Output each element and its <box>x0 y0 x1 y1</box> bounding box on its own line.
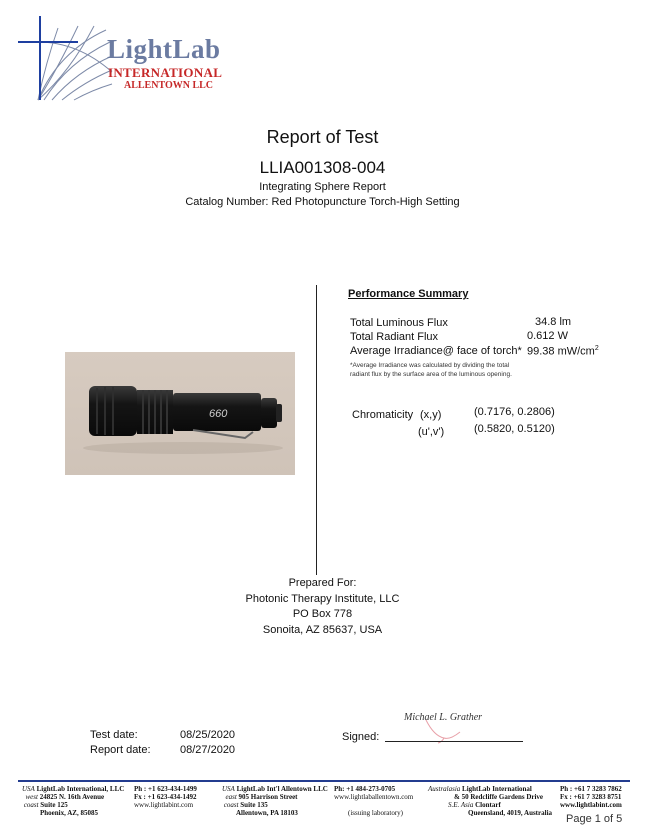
report-type: Integrating Sphere Report <box>259 181 386 193</box>
logo-international: INTERNATIONAL <box>108 65 223 80</box>
footer-usa-west-contact: Ph : +1 623-434-1499 Fx : +1 623-434-1492 www.lightlabint.com <box>134 785 197 809</box>
radiant-flux-label: Total Radiant Flux <box>350 331 439 343</box>
radiant-flux-value: 0.612 W <box>527 330 568 342</box>
prepared-org: Photonic Therapy Institute, LLC <box>245 593 400 605</box>
logo-name: LightLab <box>107 34 221 64</box>
xy-label: (x,y) <box>420 409 442 421</box>
report-title: Report of Test <box>266 127 379 147</box>
luminous-flux-label: Total Luminous Flux <box>350 317 448 329</box>
performance-heading: Performance Summary <box>348 288 469 300</box>
test-date-label: Test date: <box>90 729 138 741</box>
logo-city: ALLENTOWN LLC <box>124 80 214 91</box>
flashlight-image <box>65 352 295 475</box>
irradiance-exponent: 2 <box>594 345 599 352</box>
prepared-address-2: Sonoita, AZ 85637, USA <box>262 624 383 636</box>
company-logo <box>18 12 228 104</box>
report-date-value: 08/27/2020 <box>180 744 236 756</box>
footer-australasia: Australasia LightLab International & 50 Redcliffe Gardens Drive S.E. Asia Clontarf Queensland, 4019, Australia <box>428 785 553 817</box>
prepared-heading: Prepared For: <box>288 577 357 589</box>
note-line-1: *Average Irradiance was calculated by dividing the total <box>350 362 510 369</box>
footer-usa-east: USA LightLab Int'l Allentown LLC east 905 Harrison Street coast Suite 135 Allentown, PA 18103 <box>222 785 328 817</box>
signature-line <box>385 741 523 742</box>
xy-value: (0.7176, 0.2806) <box>474 406 555 418</box>
report-number: LLIA001308-004 <box>259 158 386 177</box>
footer-rule <box>18 780 630 782</box>
luminous-flux-value: 34.8 lm <box>535 316 572 328</box>
irradiance-label: Average Irradiance@ face of torch* <box>350 345 522 357</box>
signed-label: Signed: <box>342 731 380 743</box>
test-date-value: 08/25/2020 <box>180 729 236 741</box>
signature: Michael L. Grather <box>404 712 483 723</box>
vertical-divider <box>316 285 317 575</box>
uv-label: (u',v') <box>418 426 445 438</box>
report-date-label: Report date: <box>90 744 151 756</box>
product-label: 660 <box>209 408 228 420</box>
chromaticity-label: Chromaticity <box>352 409 414 421</box>
globe-logo-icon <box>18 12 118 104</box>
irradiance-value: 99.38 $mW/cm^2$ <box>527 345 599 358</box>
prepared-address-1: PO Box 778 <box>292 608 353 620</box>
catalog-number: Catalog Number: Red Photopuncture Torch-High Setting <box>185 196 460 208</box>
note-line-2: radiant flux by the surface area of the luminous opening. <box>350 371 512 378</box>
footer-australasia-contact: Ph : +61 7 3283 7862 Fx : +61 7 3283 8751 www.lightlabint.com <box>560 785 622 809</box>
footer-usa-west: USA LightLab International, LLC west 24825 N. 16th Avenue coast Suite 125 Phoenix, AZ, 85085 <box>22 785 125 817</box>
irradiance-note <box>350 361 550 379</box>
page-number: Page 1 of 5 <box>566 813 623 825</box>
footer-usa-east-contact: Ph: +1 484-273-0705 www.lightlaballentown.com (issuing laboratory) <box>334 785 414 817</box>
uv-value: (0.5820, 0.5120) <box>474 423 555 435</box>
product-photo <box>65 352 295 475</box>
